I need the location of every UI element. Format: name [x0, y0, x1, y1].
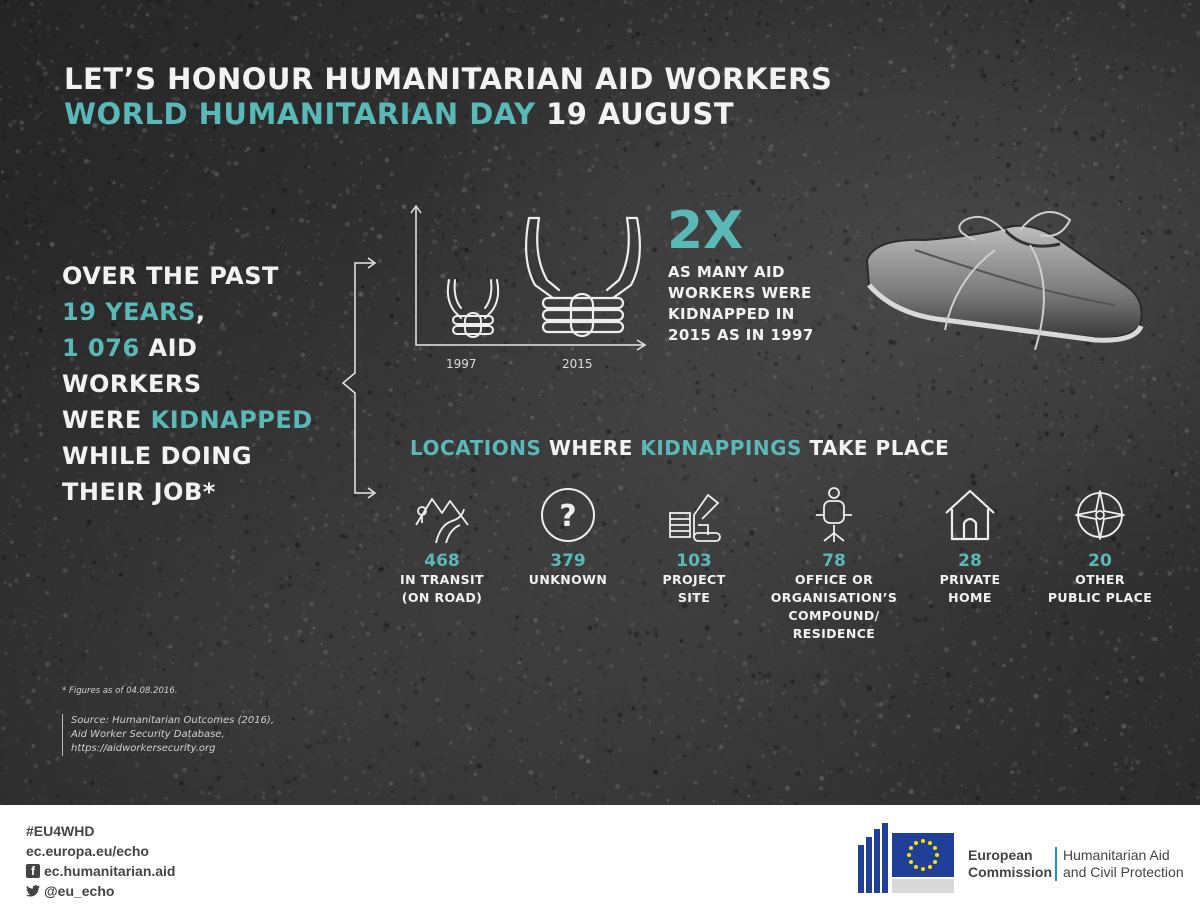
intro-comma: ,	[195, 298, 206, 326]
compass-icon	[1070, 485, 1130, 545]
location-count: 20	[1088, 551, 1112, 571]
website-link[interactable]: ec.europa.eu/echo	[26, 843, 149, 859]
multiplier-2x: 2X	[667, 201, 744, 261]
hashtag-link[interactable]: #EU4WHD	[26, 823, 95, 839]
figures-note: * Figures as of 04.08.2016.	[62, 686, 178, 696]
location-label: SITE	[677, 590, 711, 605]
handcuff-1997-icon	[448, 280, 498, 337]
title-world-humanitarian-day: WORLD HUMANITARIAN DAY	[64, 97, 536, 131]
intro-line: OVER THE PAST	[62, 262, 279, 290]
intro-aid: AID	[139, 334, 198, 362]
facebook-icon: f	[26, 864, 40, 878]
location-label: HOME	[948, 590, 992, 605]
dg-name-line: and Civil Protection	[1063, 864, 1184, 880]
location-count: 379	[550, 551, 586, 571]
locations-word: LOCATIONS	[410, 436, 542, 460]
intro-kidnapped: KIDNAPPED	[150, 406, 313, 434]
road-mountain-icon	[412, 485, 472, 545]
location-count: 103	[676, 551, 712, 571]
dg-echo-name	[1063, 847, 1184, 881]
location-project-site	[629, 485, 759, 607]
footer-links	[26, 821, 175, 901]
twitter-label: @eu_echo	[44, 883, 115, 899]
intro-line: WHILE DOING	[62, 442, 253, 470]
worn-shoe-image	[855, 190, 1155, 370]
logo-divider	[1055, 847, 1057, 881]
location-label: PRIVATE	[939, 572, 1001, 587]
title-date: 19 AUGUST	[546, 97, 735, 131]
svg-text:?: ?	[559, 499, 577, 534]
title-line-1: LET’S HONOUR HUMANITARIAN AID WORKERS	[64, 62, 833, 96]
ec-name	[968, 847, 1052, 881]
crane-icon	[664, 485, 724, 545]
facebook-label: ec.humanitarian.aid	[44, 863, 176, 879]
location-count: 468	[424, 551, 460, 571]
desc-line: 2015 AS IN 1997	[668, 326, 814, 344]
location-label: PROJECT	[662, 572, 726, 587]
desc-line: WORKERS WERE	[668, 284, 812, 302]
location-label: COMPOUND/	[788, 608, 880, 623]
location-label: (ON ROAD)	[401, 590, 483, 605]
location-label: OTHER	[1075, 572, 1125, 587]
question-icon	[538, 485, 598, 545]
location-label: PUBLIC PLACE	[1047, 590, 1153, 605]
location-label: OFFICE OR	[794, 572, 874, 587]
chart-label-1997: 1997	[446, 357, 477, 371]
intro-line: THEIR JOB*	[62, 478, 216, 506]
location-label: RESIDENCE	[792, 626, 876, 641]
ec-name-line: Commission	[968, 864, 1053, 880]
locations-title	[410, 436, 949, 460]
location-public-place	[1035, 485, 1165, 607]
location-count: 28	[958, 551, 982, 571]
location-label: IN TRANSIT	[400, 572, 484, 587]
location-label: UNKNOWN	[528, 572, 608, 587]
chart-label-2015: 2015	[562, 357, 593, 371]
dg-name-line: Humanitarian Aid	[1063, 847, 1170, 863]
chart-axes	[416, 208, 643, 345]
source-line: Source: Humanitarian Outcomes (2016),	[71, 715, 274, 726]
location-in-transit	[377, 485, 507, 607]
source-note	[62, 714, 274, 756]
desc-line: AS MANY AID	[668, 263, 785, 281]
handcuff-2015-icon	[526, 218, 640, 336]
where-word: WHERE	[541, 436, 641, 460]
intro-years: 19 YEARS	[62, 298, 196, 326]
kidnap-comparison-chart	[405, 200, 655, 355]
location-count: 78	[822, 551, 846, 571]
intro-line	[62, 330, 313, 366]
desc-line: KIDNAPPED IN	[668, 305, 795, 323]
intro-count: 1 076	[62, 334, 140, 362]
take-place-words: TAKE PLACE	[801, 436, 950, 460]
location-office	[769, 485, 899, 643]
location-private-home	[905, 485, 1035, 607]
footer	[0, 805, 1200, 910]
location-unknown	[503, 485, 633, 589]
house-icon	[940, 485, 1000, 545]
source-url: https://aidworkersecurity.org	[71, 743, 216, 754]
poster-title	[64, 62, 832, 132]
source-line: Aid Worker Security Database,	[71, 729, 225, 740]
intro-were: WERE	[62, 406, 151, 434]
ec-name-line: European	[968, 847, 1033, 863]
intro-line	[62, 294, 313, 330]
office-chair-icon	[804, 485, 864, 545]
title-line-2	[64, 97, 832, 132]
twitter-link[interactable]	[26, 881, 175, 901]
kidnappings-word: KIDNAPPINGS	[640, 436, 802, 460]
intro-statement	[62, 258, 313, 510]
multiplier-description	[668, 262, 814, 346]
facebook-link[interactable]	[26, 861, 175, 881]
intro-line: WORKERS	[62, 370, 202, 398]
european-commission-logo	[858, 823, 958, 893]
twitter-icon	[26, 885, 40, 897]
intro-line	[62, 402, 313, 438]
location-label: ORGANISATION’S	[770, 590, 898, 605]
brace-arrows-icon	[335, 255, 385, 500]
